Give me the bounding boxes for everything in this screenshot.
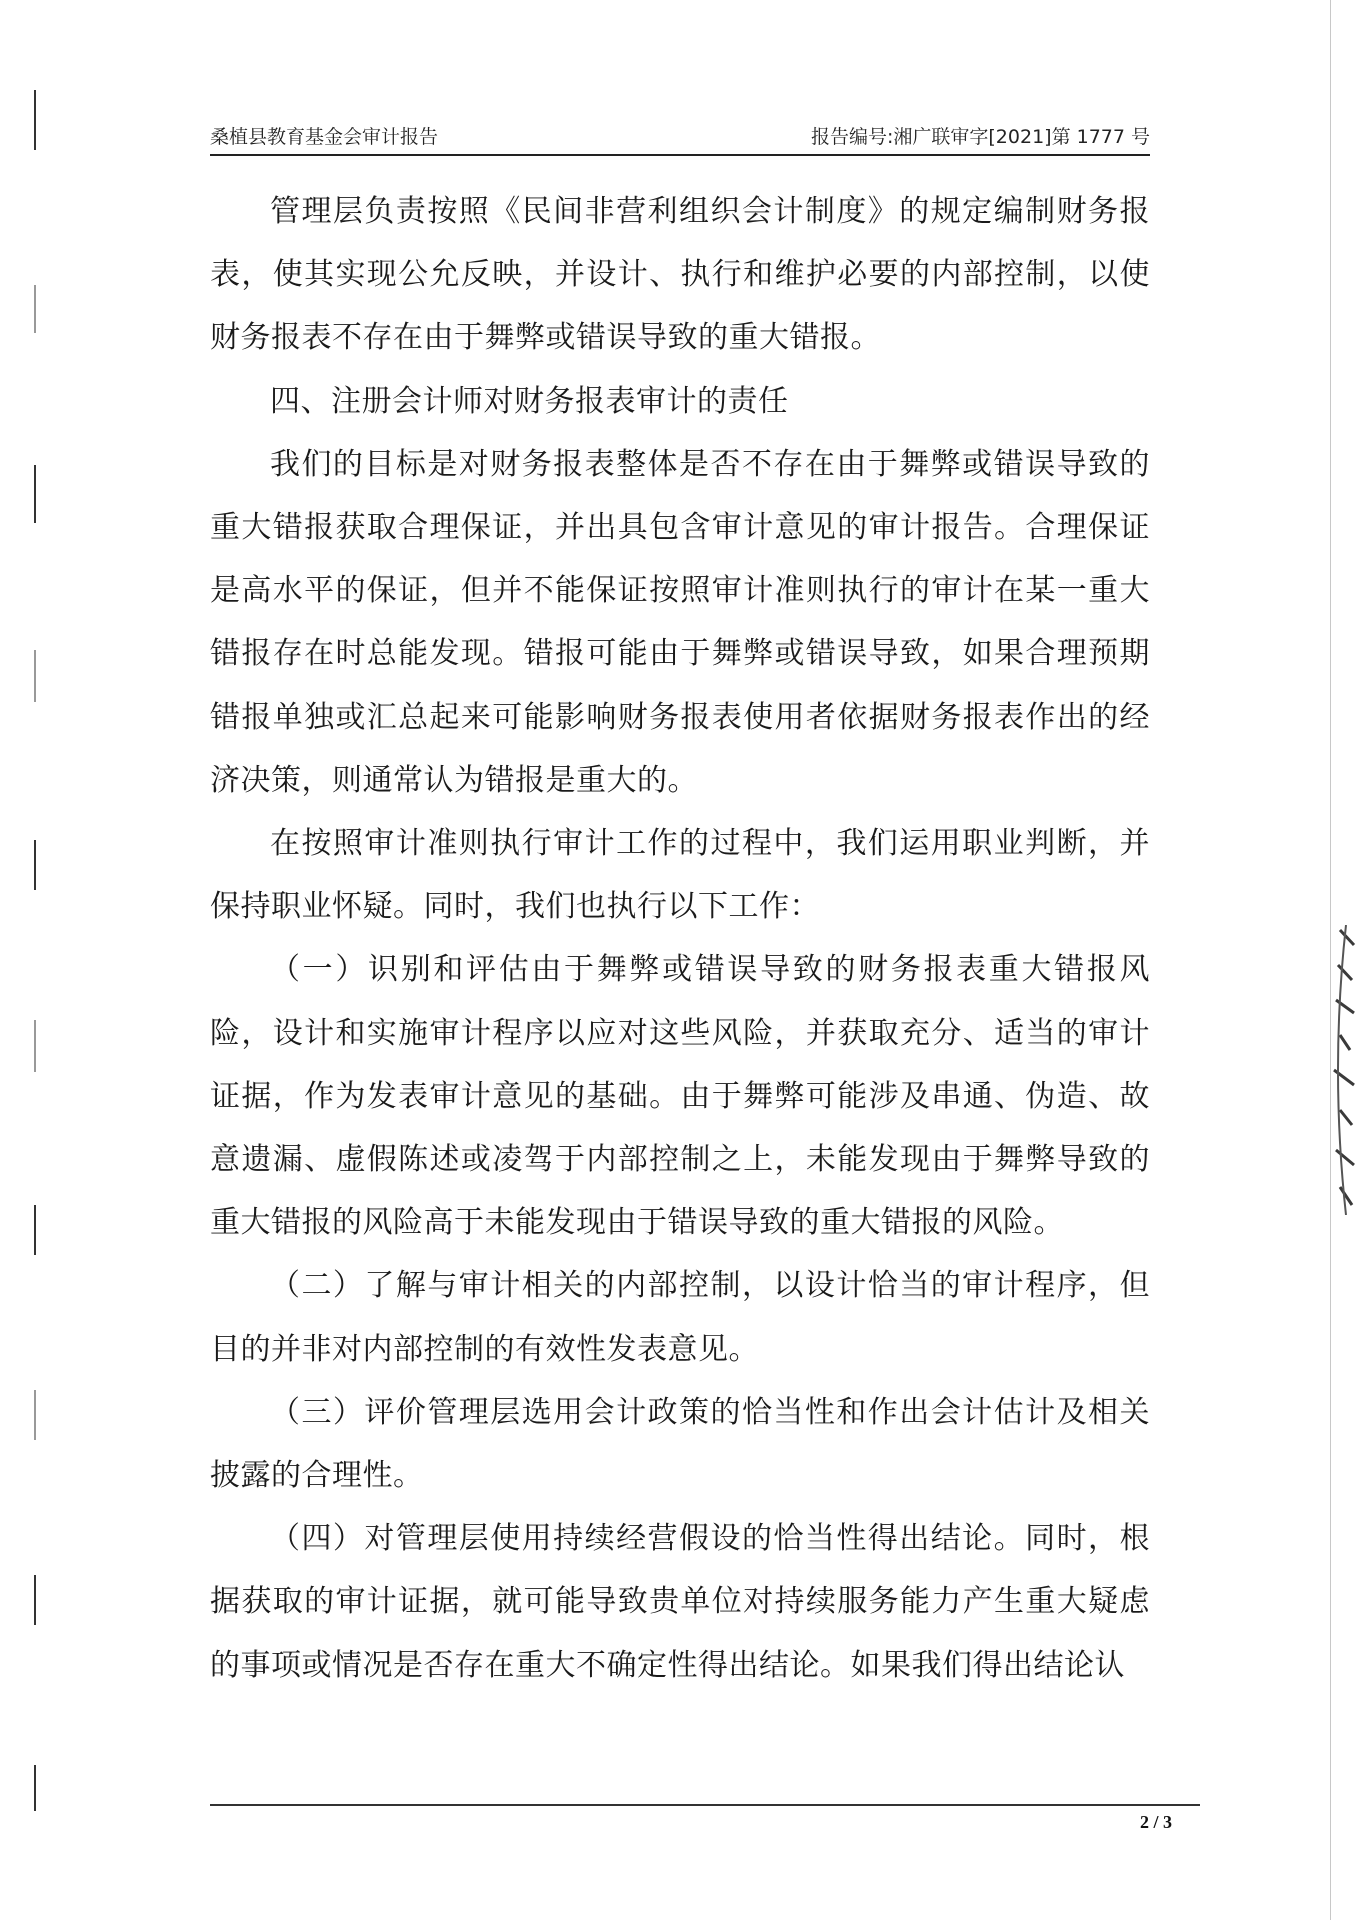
list-item-3: （三）评价管理层选用会计政策的恰当性和作出会计估计及相关披露的合理性。 bbox=[210, 1394, 1150, 1494]
binder-mark bbox=[34, 1020, 36, 1072]
page-header bbox=[210, 122, 1150, 152]
binder-mark bbox=[34, 1205, 36, 1255]
list-item-1: （一）识别和评估由于舞弊或错误导致的财务报表重大错报风险，设计和实施审计程序以应对这些风险，并获取充分、适当的审计证据，作为发表审计意见的基础。由于舞弊可能涉及串通、伪造、故意遗漏、虚假陈述或凌驾于内部控制之上，未能发现由于舞弊导致的重大错报的风险高于未能发现由于错误导致的重大错报的风险。 bbox=[210, 952, 1150, 1241]
binder-mark bbox=[34, 1575, 36, 1625]
list-item-4: （四）对管理层使用持续经营假设的恰当性得出结论。同时，根据获取的审计证据，就可能导致贵单位对持续服务能力产生重大疑虑的事项或情况是否存在重大不确定性得出结论。如果我们得出结论认 bbox=[210, 1521, 1150, 1683]
binder-mark bbox=[34, 650, 36, 702]
binder-mark bbox=[34, 1390, 36, 1440]
binder-mark bbox=[34, 1765, 36, 1811]
header-divider bbox=[210, 154, 1150, 156]
binder-mark bbox=[34, 285, 36, 333]
paragraph-management-responsibility: 管理层负责按照《民间非营利组织会计制度》的规定编制财务报表，使其实现公允反映，并设计、执行和维护必要的内部控制，以使财务报表不存在由于舞弊或错误导致的重大错报。 bbox=[210, 194, 1150, 356]
page-number: 2 / 3 bbox=[1140, 1812, 1173, 1832]
report-number: 报告编号:湘广联审字[2021]第 1777 号 bbox=[810, 126, 1150, 148]
binder-mark bbox=[34, 465, 36, 523]
binder-mark bbox=[34, 840, 36, 890]
report-body bbox=[210, 180, 1150, 1697]
binder-mark bbox=[34, 90, 36, 150]
report-title: 桑植县教育基金会审计报告 bbox=[210, 126, 439, 148]
paragraph-audit-objective: 我们的目标是对财务报表整体是否不存在由于舞弊或错误导致的重大错报获取合理保证，并出具包含审计意见的审计报告。合理保证是高水平的保证，但并不能保证按照审计准则执行的审计在某一重大错报存在时总能发现。错报可能由于舞弊或错误导致，如果合理预期错报单独或汇总起来可能影响财务报表使用者依据财务报表作出的经济决策，则通常认为错报是重大的。 bbox=[210, 446, 1150, 798]
paragraph-professional-judgment: 在按照审计准则执行审计工作的过程中，我们运用职业判断，并保持职业怀疑。同时，我们也执行以下工作： bbox=[210, 826, 1150, 925]
list-item-2: （二）了解与审计相关的内部控制，以设计恰当的审计程序，但目的并非对内部控制的有效性发表意见。 bbox=[210, 1268, 1150, 1367]
footer-divider bbox=[210, 1804, 1200, 1806]
seal-stamp-edge bbox=[1310, 925, 1358, 1215]
section-heading-auditor-responsibility: 四、注册会计师对财务报表审计的责任 bbox=[270, 383, 789, 419]
